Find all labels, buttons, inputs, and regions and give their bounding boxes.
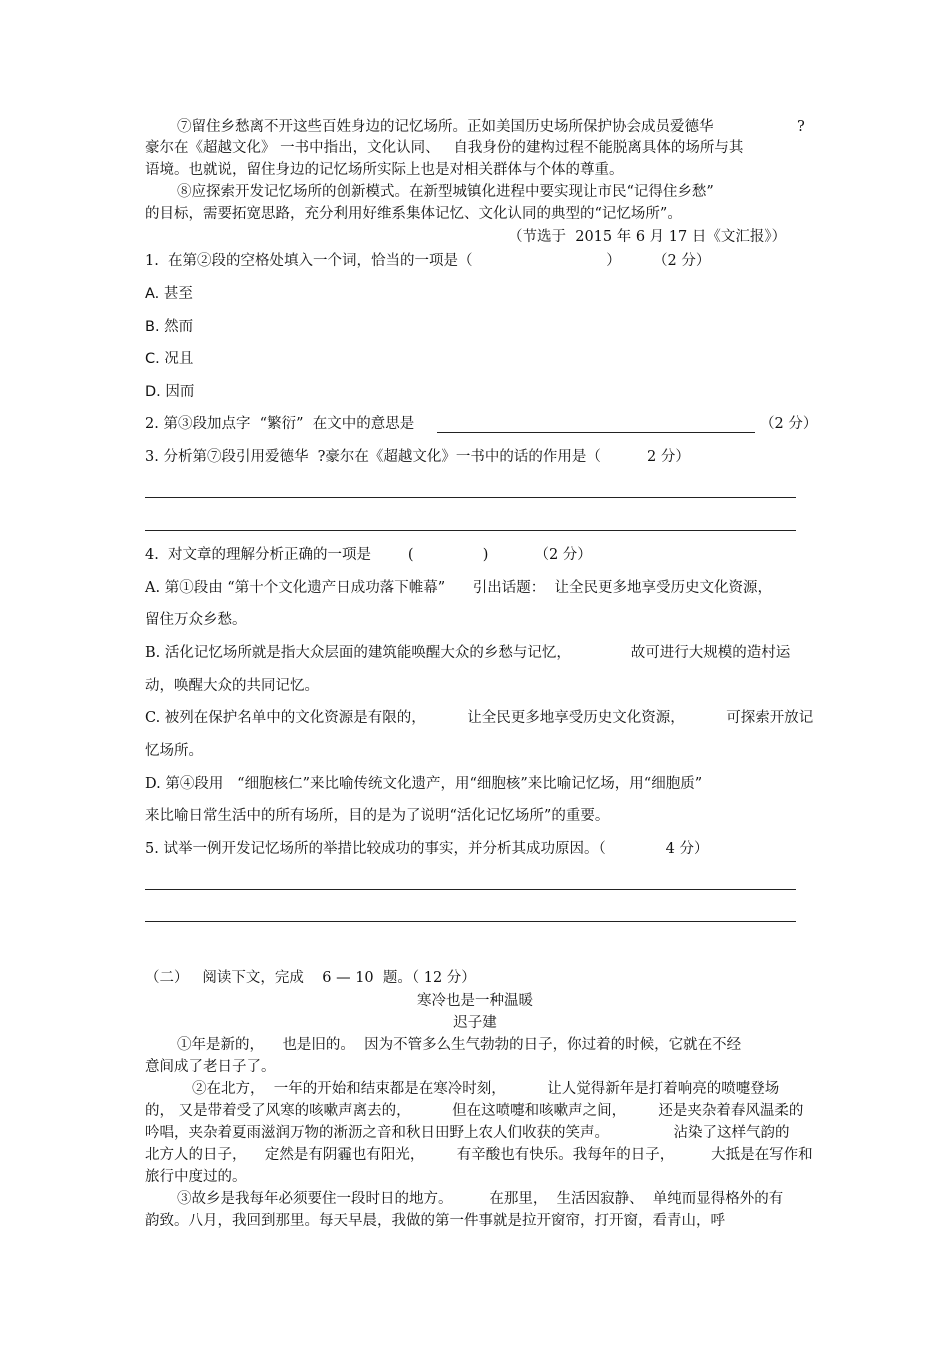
q3-stem: 3. 分析第⑦段引用爱德华 ?豪尔在《超越文化》一书中的话的作用是（ 2 分） xyxy=(145,449,690,465)
p7-line2: 豪尔在《超越文化》 一书中指出，文化认同、 自我身份的建构过程不能脱离具体的场所与其 xyxy=(145,140,744,156)
s2-p2-line3: 吟唱，夹杂着夏雨滋润万物的淅沥之音和秋日田野上农人们收获的笑声。 沾染了这样气韵的 xyxy=(145,1125,790,1141)
q4-option-b-line2: 动，唤醒大众的共同记忆。 xyxy=(145,678,319,694)
source-citation: （节选于 2015 年 6 月 17 日《文汇报》） xyxy=(508,229,787,245)
q2-answer-line[interactable] xyxy=(437,432,755,433)
q1-option-c: C. 况且 xyxy=(145,351,194,367)
s2-p2-line1: ②在北方， 一年的开始和结束都是在寒冷时刻， 让人觉得新年是打着响亮的喷嚏登场 xyxy=(192,1081,780,1097)
article-title: 寒冷也是一种温暖 xyxy=(417,993,533,1009)
q3-answer-line-1[interactable] xyxy=(145,497,796,498)
p8-line2: 的目标，需要拓宽思路，充分利用好维系集体记忆、文化认同的典型的“记忆场所”。 xyxy=(145,206,682,222)
q4-option-d-line2: 来比喻日常生活中的所有场所，目的是为了说明“活化记忆场所”的重要。 xyxy=(145,808,610,824)
p7-question-mark: ? xyxy=(797,119,805,135)
p7-line3: 语境。也就说，留住身边的记忆场所实际上也是对相关群体与个体的尊重。 xyxy=(145,162,624,178)
q1-option-d: D. 因而 xyxy=(145,384,195,400)
s2-p1-line1: ①年是新的， 也是旧的。 因为不管多么生气勃勃的日子，你过着的时候，它就在不经 xyxy=(177,1037,742,1053)
s2-p1-line2: 意间成了老日子了。 xyxy=(145,1059,276,1075)
p8-line1: ⑧应探索开发记忆场所的创新模式。在新型城镇化进程中要实现让市民“记得住乡愁” xyxy=(177,184,714,200)
q4-option-d-line1: D. 第④段用 “细胞核仁”来比喻传统文化遗产，用“细胞核”来比喻记忆场，用“细胞质” xyxy=(145,776,703,792)
s2-p2-line2: 的， 又是带着受了风寒的咳嗽声离去的， 但在这喷嚏和咳嗽声之间， 还是夹杂着春风温柔的 xyxy=(145,1103,804,1119)
p7-line1: ⑦留住乡愁离不开这些百姓身边的记忆场所。正如美国历史场所保护协会成员爱德华 xyxy=(177,119,714,135)
q1-option-b: B. 然而 xyxy=(145,319,194,335)
q1-option-a: A. 甚至 xyxy=(145,286,193,302)
q4-option-c-line2: 忆场所。 xyxy=(145,743,203,759)
q3-answer-line-2[interactable] xyxy=(145,530,796,531)
s2-p3-line1: ③故乡是我每年必须要住一段时日的地方。 在那里， 生活因寂静、 单纯而显得格外的有 xyxy=(177,1191,784,1207)
q5-stem: 5. 试举一例开发记忆场所的举措比较成功的事实，并分析其成功原因。（ 4 分） xyxy=(145,841,709,857)
s2-p3-line2: 韵致。八月，我回到那里。每天早晨，我做的第一件事就是拉开窗帘，打开窗，看青山，呼 xyxy=(145,1213,725,1229)
s2-p2-line4: 北方人的日子， 定然是有阴霾也有阳光， 有辛酸也有快乐。我每年的日子， 大抵是在写作和 xyxy=(145,1147,813,1163)
q4-option-c-line1: C. 被列在保护名单中的文化资源是有限的， 让全民更多地享受历史文化资源， 可探索开放记 xyxy=(145,710,814,726)
q4-option-a-line1: A. 第①段由 “第十个文化遗产日成功落下帷幕” 引出话题： 让全民更多地享受历史文化资源， xyxy=(145,580,772,596)
q2-score: （2 分） xyxy=(760,416,818,432)
q1-stem: 1. 在第②段的空格处填入一个词，恰当的一项是（ ） （2 分） xyxy=(145,253,711,269)
article-author: 迟子建 xyxy=(453,1015,497,1031)
q2-stem: 2. 第③段加点字 “繁衍” 在文中的意思是 xyxy=(145,416,415,432)
q4-option-b-line1: B. 活化记忆场所就是指大众层面的建筑能唤醒大众的乡愁与记忆， 故可进行大规模的造村运 xyxy=(145,645,791,661)
q4-option-a-line2: 留住万众乡愁。 xyxy=(145,612,247,628)
q5-answer-line-1[interactable] xyxy=(145,889,796,890)
s2-p2-line5: 旅行中度过的。 xyxy=(145,1169,247,1185)
q4-stem: 4. 对文章的理解分析正确的一项是 ( ) （2 分） xyxy=(145,547,592,563)
section2-heading: （二） 阅读下文，完成 6 — 10 题。（ 12 分） xyxy=(145,970,476,986)
q5-answer-line-2[interactable] xyxy=(145,921,796,922)
